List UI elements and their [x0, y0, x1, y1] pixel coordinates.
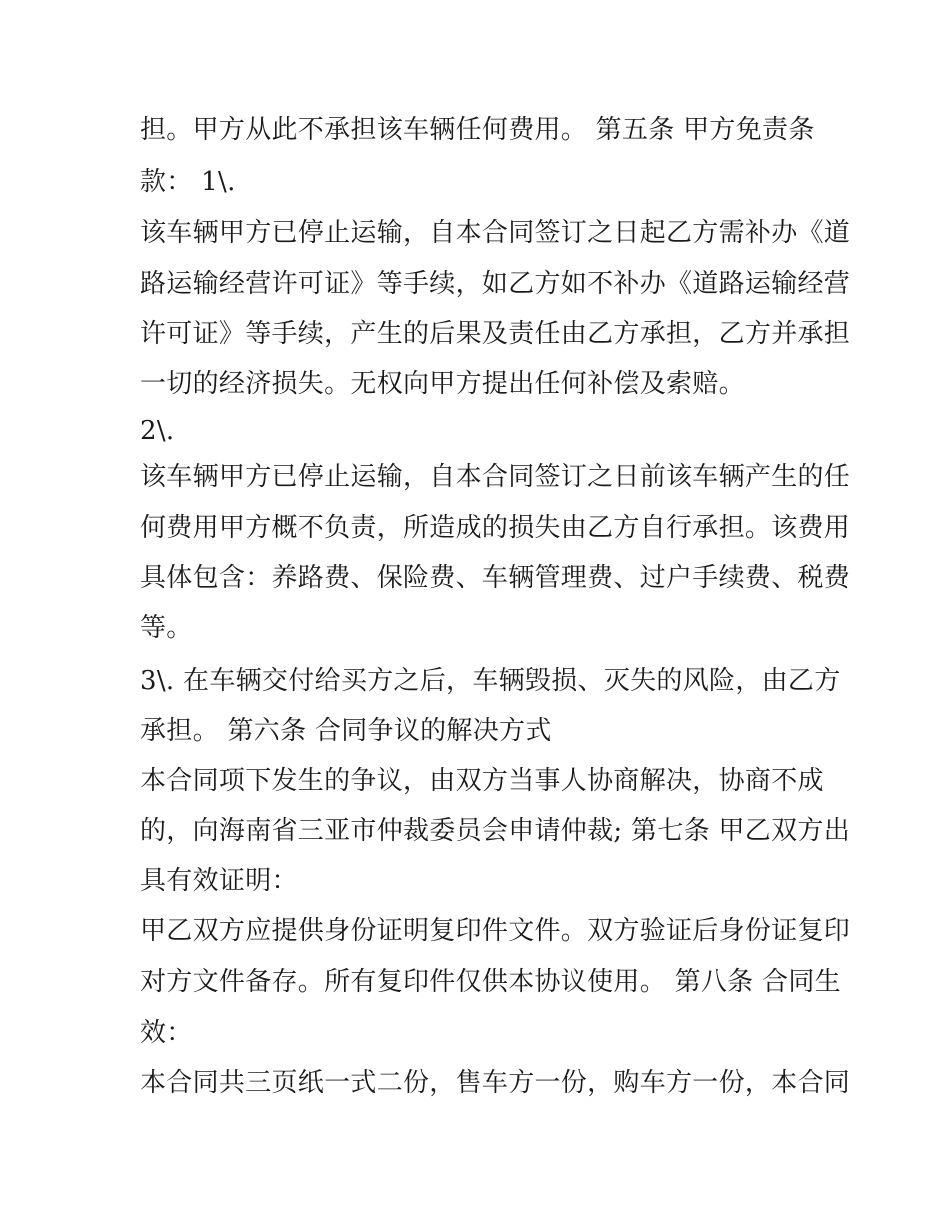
- text-line: 款： 1\.: [140, 167, 236, 197]
- text-line: 效：: [140, 1018, 193, 1048]
- text-line: 路运输经营许可证》等手续，如乙方如不补办《道路运输经营: [140, 269, 851, 299]
- text-line: 担。甲方从此不承担该车辆任何费用。 第五条 甲方免责条: [140, 115, 815, 145]
- text-line: 对方文件备存。所有复印件仅供本协议使用。 第八条 合同生: [140, 967, 841, 997]
- text-line: 2\.: [140, 416, 175, 446]
- text-line: 具有效证明：: [140, 866, 298, 896]
- text-line: 一切的经济损失。无权向甲方提出任何补偿及索赔。: [140, 369, 745, 399]
- text-line: 该车辆甲方已停止运输，自本合同签订之日起乙方需补办《道: [140, 218, 851, 248]
- text-line: 何费用甲方概不负责，所造成的损失由乙方自行承担。该费用: [140, 513, 851, 543]
- text-line: 许可证》等手续，产生的后果及责任由乙方承担，乙方并承担: [140, 319, 851, 349]
- text-line: 具体包含：养路费、保险费、车辆管理费、过户手续费、税费: [140, 563, 851, 593]
- text-line: 甲乙双方应提供身份证明复印件文件。双方验证后身份证复印: [140, 916, 851, 946]
- text-line: 3\. 在车辆交付给买方之后，车辆毁损、灭失的风险，由乙方: [140, 666, 841, 696]
- text-line: 该车辆甲方已停止运输，自本合同签订之日前该车辆产生的任: [140, 462, 851, 492]
- text-line: 的，向海南省三亚市仲裁委员会申请仲裁; 第七条 甲乙双方出: [140, 816, 850, 846]
- text-line: 等。: [140, 613, 193, 643]
- text-line: 承担。 第六条 合同争议的解决方式: [140, 716, 552, 746]
- text-line: 本合同项下发生的争议，由双方当事人协商解决，协商不成: [140, 766, 824, 796]
- text-line: 本合同共三页纸一式二份，售车方一份，购车方一份，本合同: [140, 1068, 851, 1098]
